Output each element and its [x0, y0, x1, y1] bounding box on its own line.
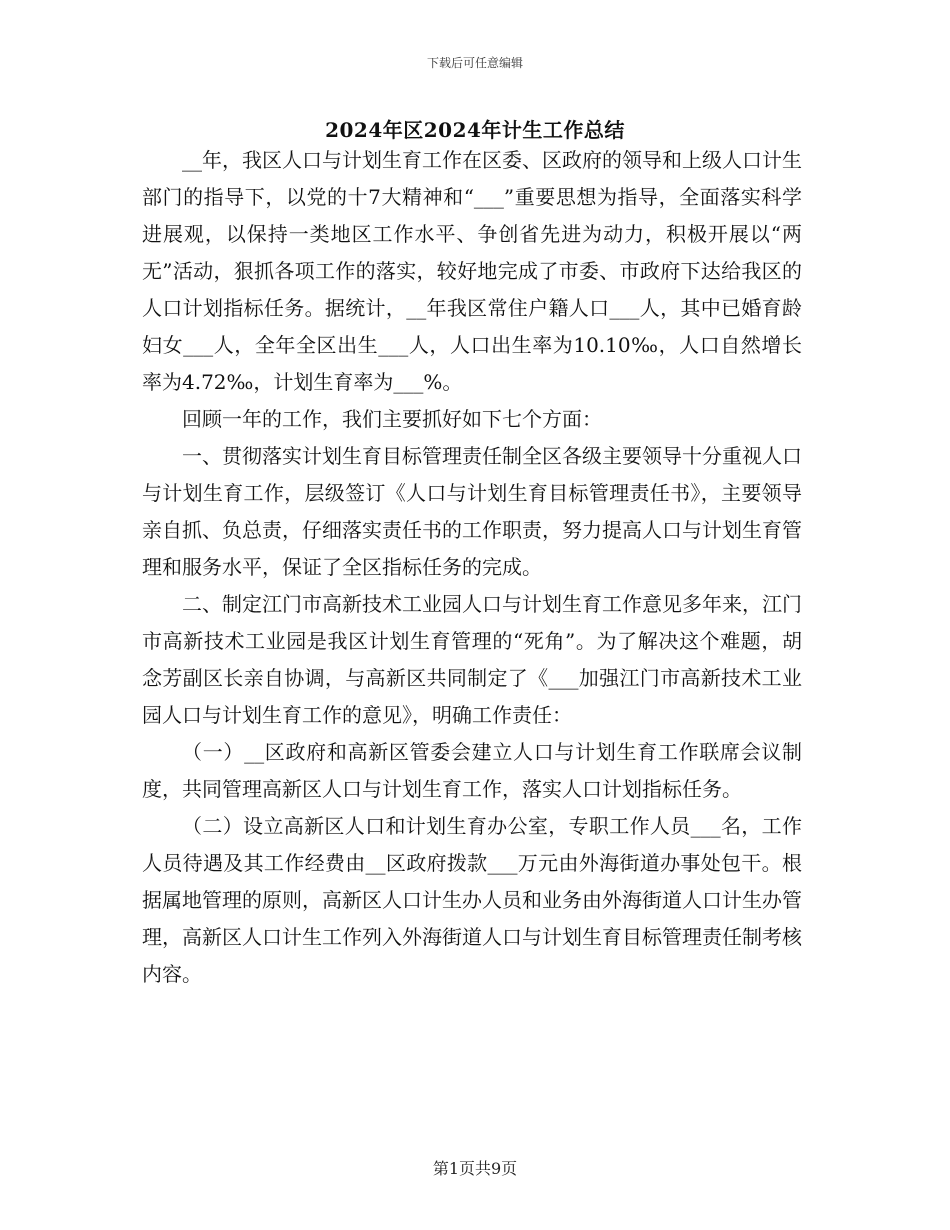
paragraph-section-2: 二、制定江门市高新技术工业园人口与计划生育工作意见多年来，江门市高新技术工业园是我区计划生育管理的“死角”。为了解决这个难题，胡念芳副区长亲自协调，与高新区共同制定了《___加强江门市高新技术工业园人口与计划生育工作的意见》，明确工作责任： [142, 592, 802, 727]
paragraph-review: 回顾一年的工作，我们主要抓好如下七个方面： [182, 407, 602, 431]
paragraph-item-2: （二）设立高新区人口和计划生育办公室，专职工作人员___名，工作人员待遇及其工作经费由__区政府拨款___万元由外海街道办事处包干。根据属地管理的原则，高新区人口计生办人员和业务由外海街道人口计生办管理，高新区人口计生工作列入外海街道人口与计划生育目标管理责任制考核内容。 [142, 814, 802, 986]
header-note: 下载后可任意编辑 [426, 56, 523, 70]
paragraph-intro: __年，我区人口与计划生育工作在区委、区政府的领导和上级人口计生部门的指导下，以党的十7大精神和“___”重要思想为指导，全面落实科学进展观，以保持一类地区工作水平、争创省先进为动力，积极开展以“两无”活动，狠抓各项工作的落实，较好地完成了市委、市政府下达给我区的人口计划指标任务。据统计，__年我区常住户籍人口___人，其中已婚育龄妇女___人，全年全区出生___人，人口出生率为10.10‰，人口自然增长率为4.72‰，计划生育率为___%。 [142, 148, 802, 394]
paragraph-item-1: （一）__区政府和高新区管委会建立人口与计划生育工作联席会议制度，共同管理高新区人口与计划生育工作，落实人口计划指标任务。 [142, 740, 802, 801]
paragraph-section-1: 一、贯彻落实计划生育目标管理责任制全区各级主要领导十分重视人口与计划生育工作，层级签订《人口与计划生育目标管理责任书》，主要领导亲自抓、负总责，仔细落实责任书的工作职责，努力提高人口与计划生育管理和服务水平，保证了全区指标任务的完成。 [142, 444, 802, 579]
page-number: 第1页共9页 [432, 1159, 518, 1178]
document-title: 2024年区2024年计生工作总结 [325, 118, 625, 142]
document-body [142, 142, 802, 993]
